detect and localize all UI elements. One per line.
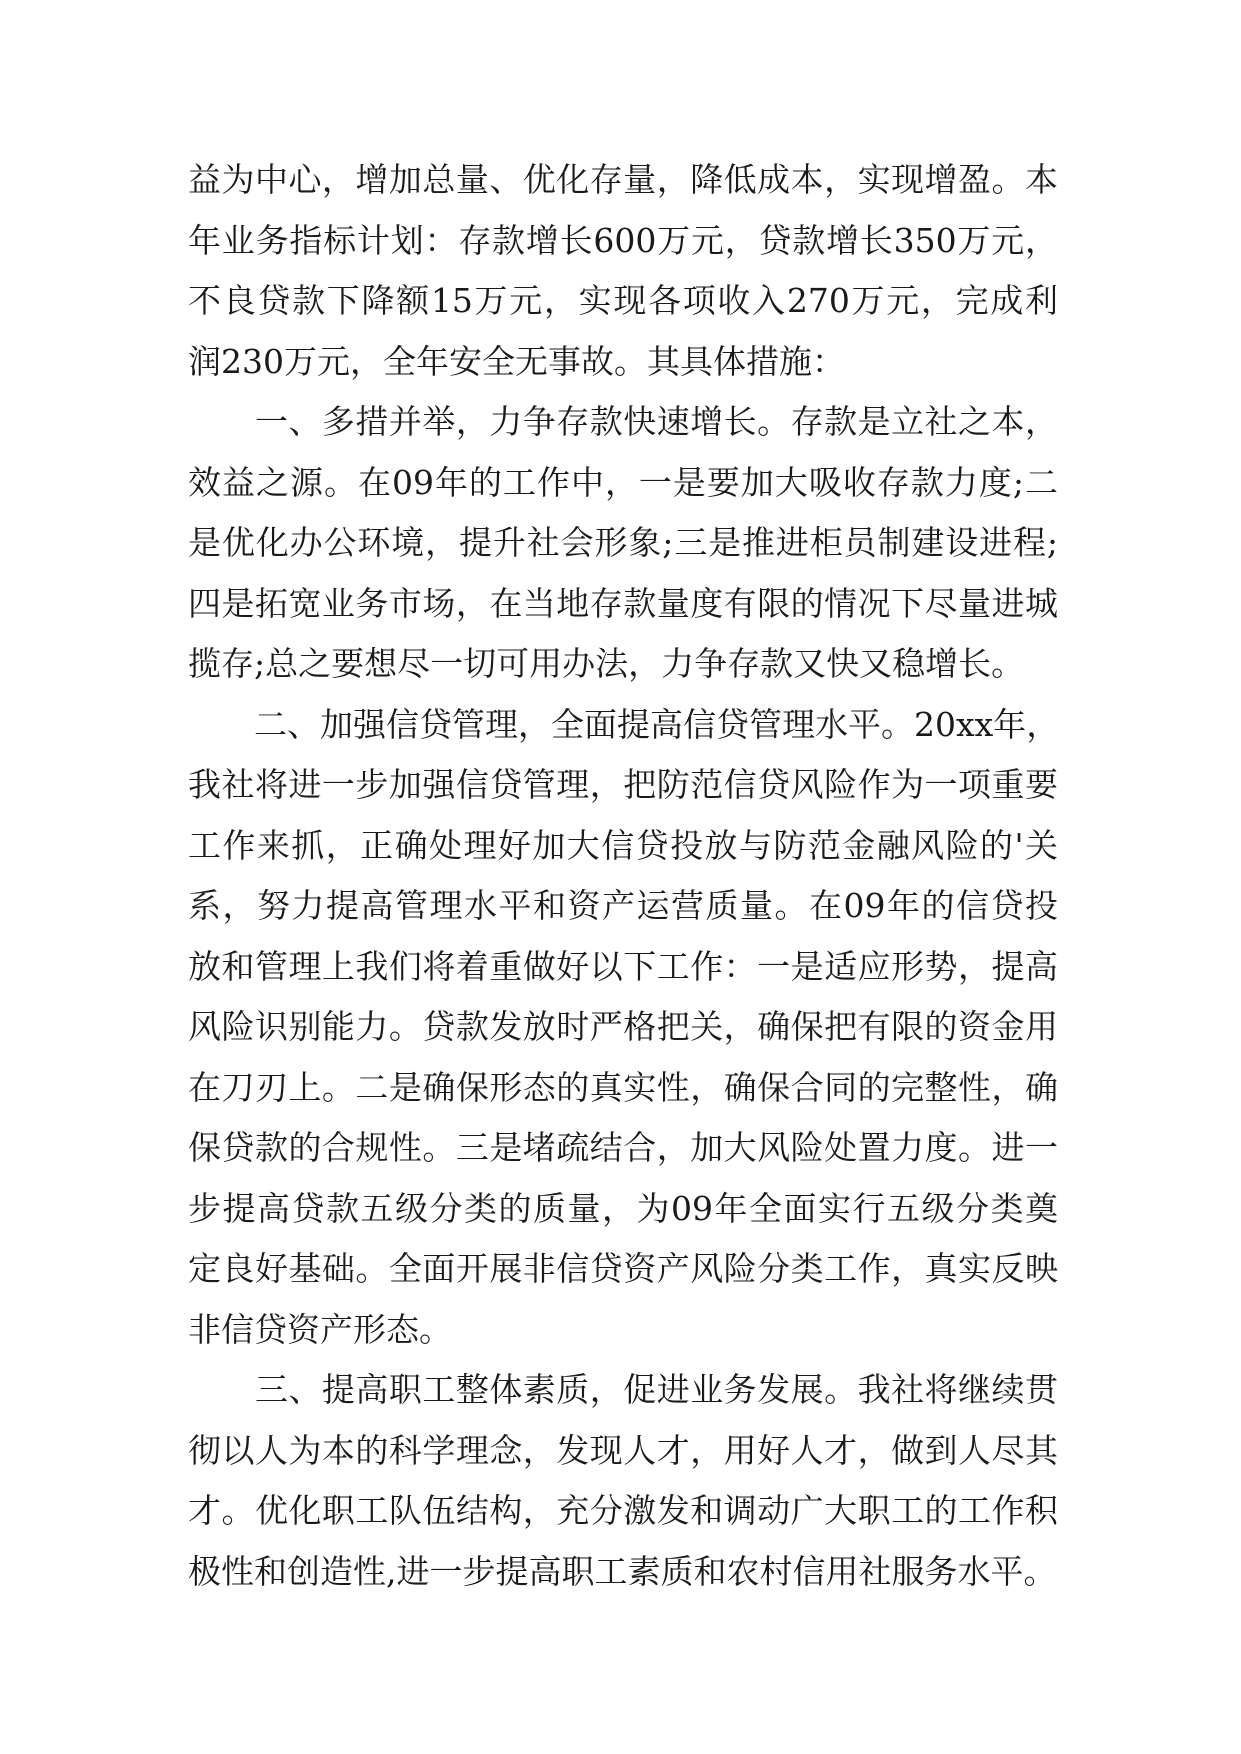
text-line: 放和管理上我们将着重做好以下工作：一是适应形势，提高 [188,946,1058,986]
text-line: 风险识别能力。贷款发放时严格把关，确保把有限的资金用 [188,1007,1058,1046]
text-line: 四是拓宽业务市场，在当地存款量度有限的情况下尽量进城 [188,583,1058,623]
text-line: 二、加强信贷管理，全面提高信贷管理水平。20xx年， [188,704,1060,744]
text-line: 年业务指标计划：存款增长600万元，贷款增长350万元， [188,220,1058,260]
text-line: 润230万元，全年安全无事故。其具体措施： [188,341,845,381]
text-line: 三、提高职工整体素质，促进业务发展。我社将继续贯 [188,1370,1058,1409]
text-line: 步提高贷款五级分类的质量，为09年全面实行五级分类奠 [188,1188,1058,1228]
text-line: 益为中心，增加总量、优化存量，降低成本，实现增盈。本 [188,160,1058,199]
text-line: 不良贷款下降额15万元，实现各项收入270万元，完成利 [188,281,1058,320]
text-line: 才。优化职工队伍结构，充分激发和调动广大职工的工作积 [188,1491,1058,1530]
document-body [188,150,1058,1602]
text-line: 我社将进一步加强信贷管理，把防范信贷风险作为一项重要 [188,765,1058,804]
text-line: 揽存;总之要想尽一切可用办法，力争存款又快又稳增长。 [188,644,1025,683]
text-line: 在刀刃上。二是确保形态的真实性，确保合同的完整性，确 [188,1067,1058,1107]
text-line: 保贷款的合规性。三是堵疏结合，加大风险处置力度。进一 [188,1128,1058,1167]
text-line: 是优化办公环境，提升社会形象;三是推进柜员制建设进程; [188,523,1058,562]
text-line: 系，努力提高管理水平和资产运营质量。在09年的信贷投 [188,886,1058,925]
text-line: 工作来抓，正确处理好加大信贷投放与防范金融风险的'关 [188,825,1058,865]
text-line: 定良好基础。全面开展非信贷资产风险分类工作，真实反映 [188,1249,1058,1288]
text-line: 彻以人为本的科学理念，发现人才，用好人才，做到人尽其 [188,1430,1058,1470]
text-line: 一、多措并举，力争存款快速增长。存款是立社之本， [188,402,1058,441]
text-line: 极性和创造性,进一步提高职工素质和农村信用社服务水平。 [188,1551,1057,1591]
text-line: 非信贷资产形态。 [188,1309,452,1349]
text-line: 效益之源。在09年的工作中，一是要加大吸收存款力度;二 [188,462,1058,502]
